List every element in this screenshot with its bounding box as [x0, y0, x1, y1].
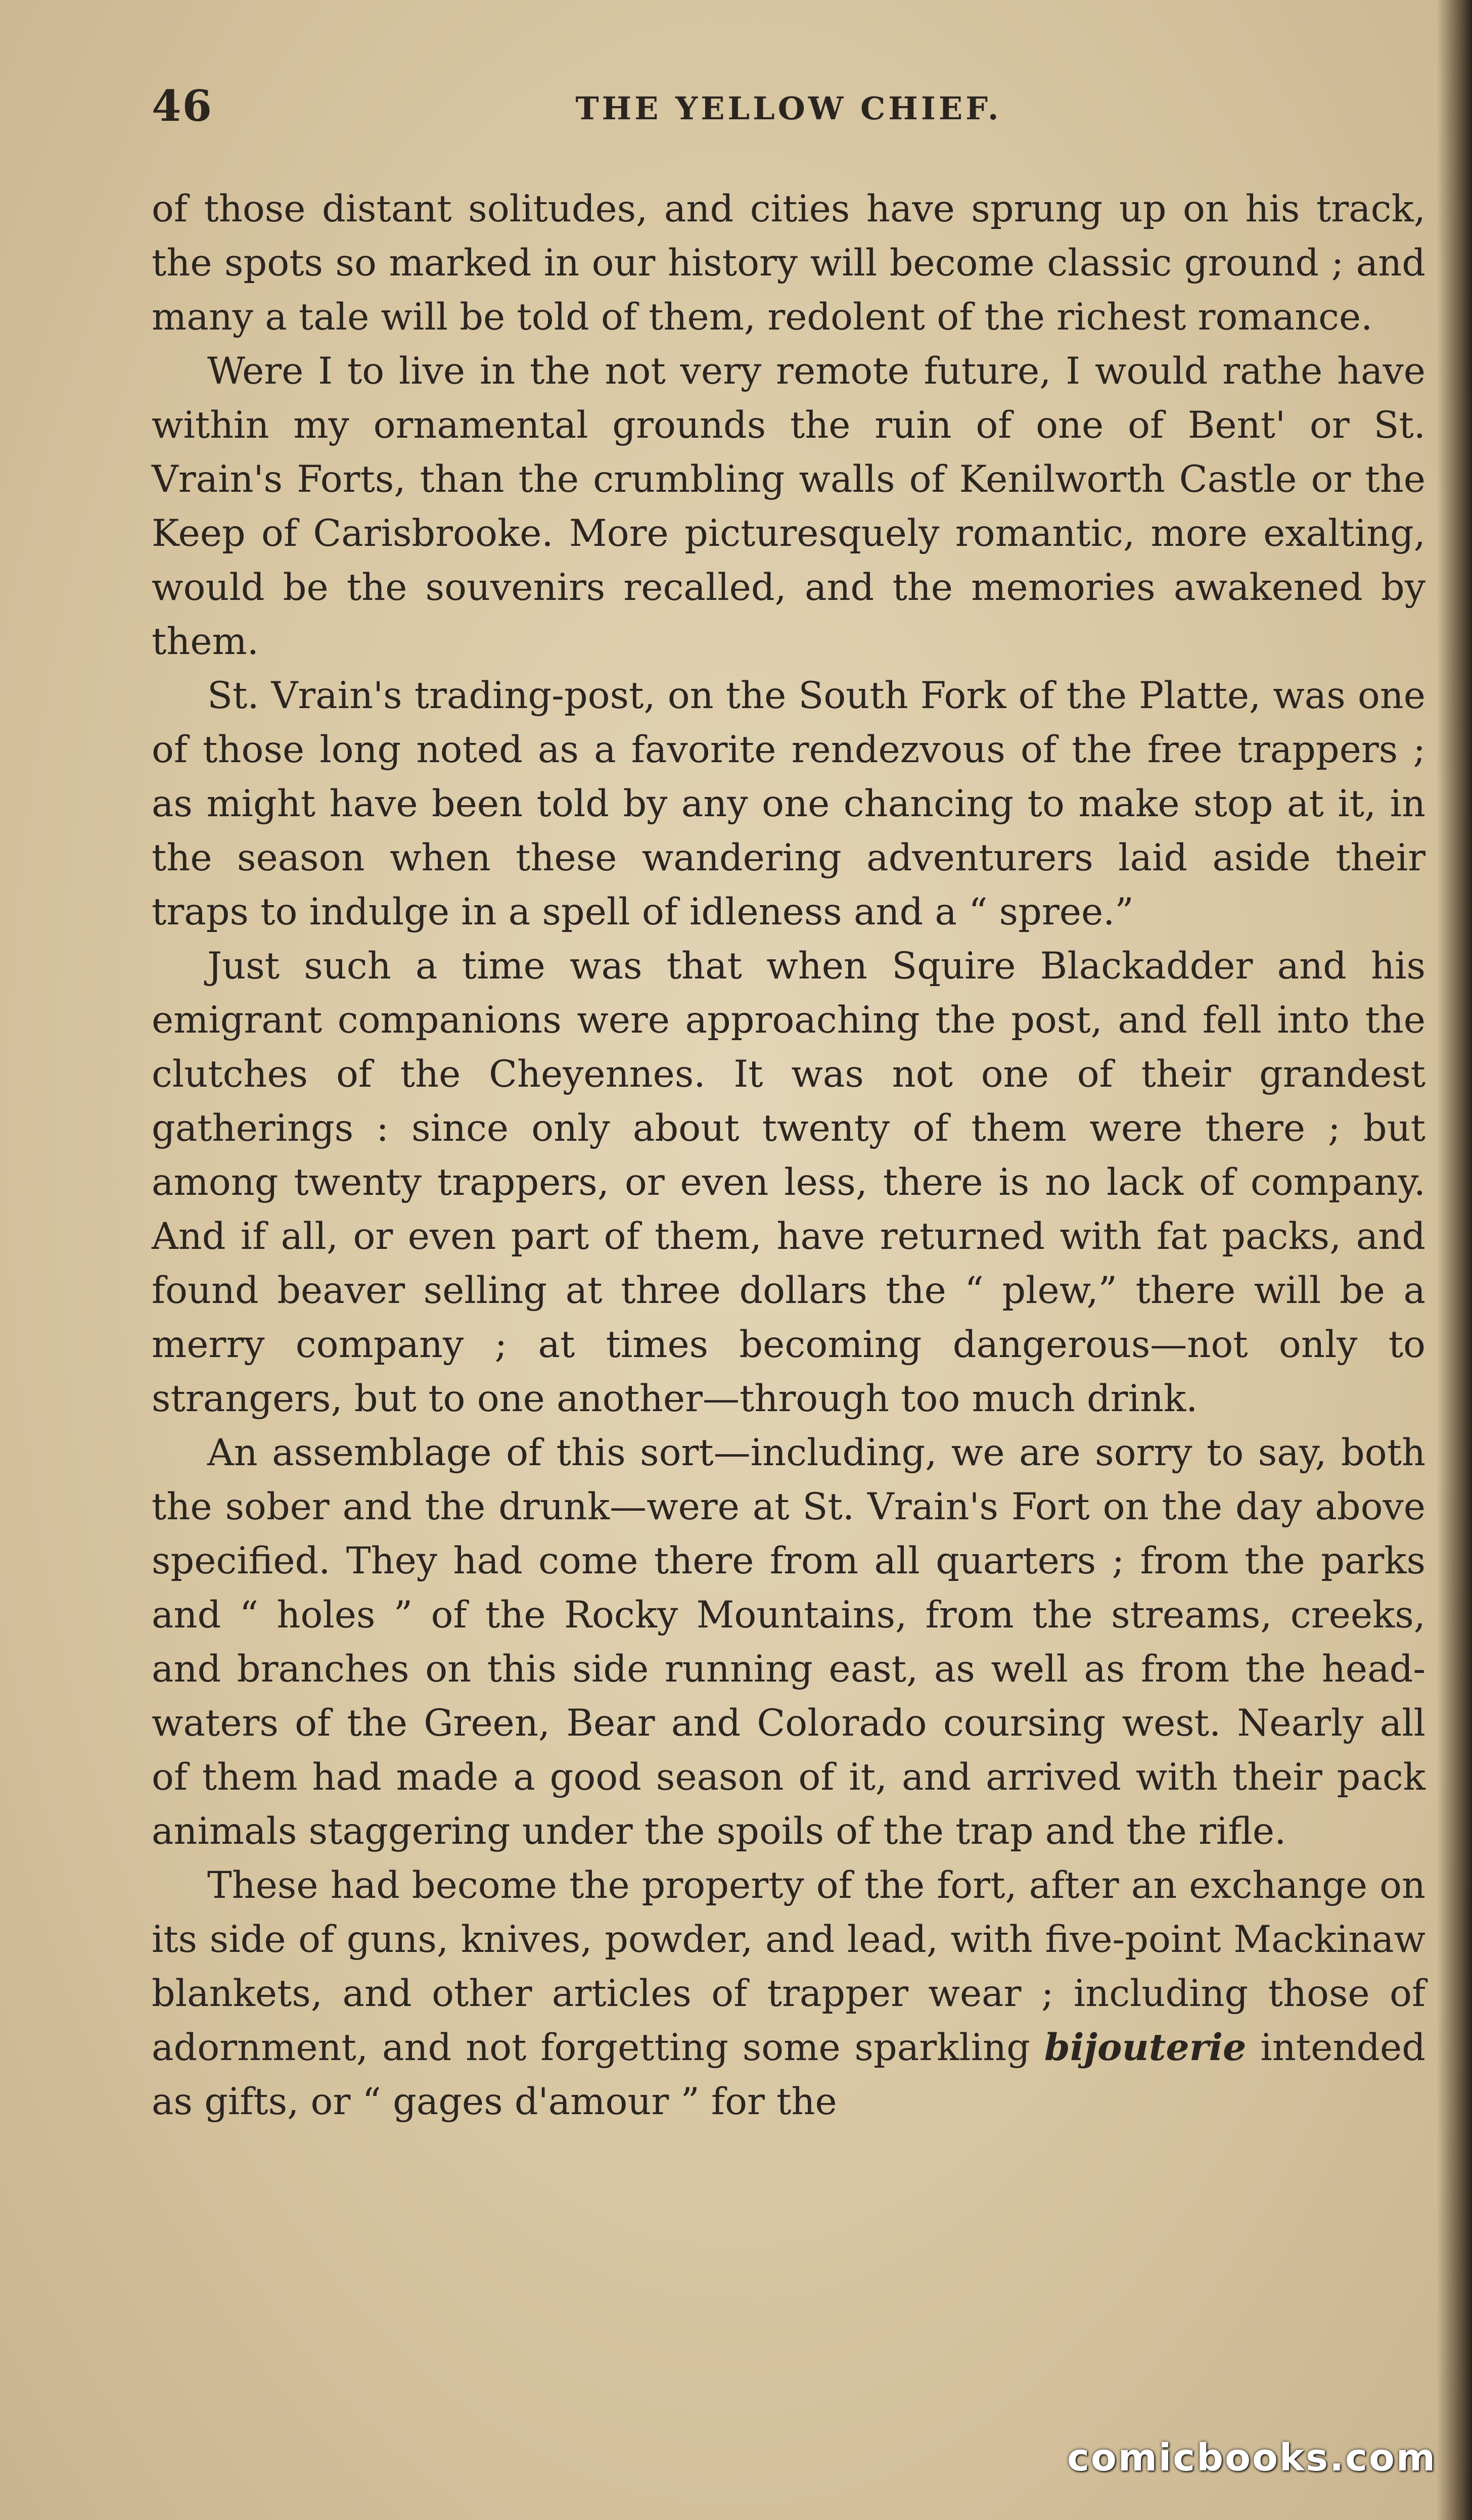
- paragraph-6-italic: bijouterie: [1044, 2026, 1247, 2069]
- paragraph-6-text: These had become the property of the fort, after an exchange on its side of guns, knives, powder, and lead, with five-point Mackinaw blankets, and other articles of trapper wear ; including those of adornment, and not forgetting some sparkling: [152, 1864, 1425, 2069]
- page-number: 46: [152, 81, 213, 131]
- paragraph-1: [152, 182, 1425, 344]
- watermark: comicbooks.com: [1067, 2436, 1437, 2480]
- paragraph-2-text: Were I to live in the not very remote future, I would rathe have within my ornamental grounds the ruin of one of Bent' or St. Vrain's Forts, than the crumbling walls of Kenilworth Castle or the Keep of Carisbrooke. More picturesquely romantic, more exalting, would be the souvenirs recalled, and the memories awakened by them.: [152, 350, 1425, 663]
- paragraph-5: [152, 1426, 1425, 1858]
- paragraph-1-text: of those distant solitudes, and cities have sprung up on his track, the spots so marked in our history will become classic ground ; and many a tale will be told of them, redolent of the richest romance.: [152, 188, 1425, 339]
- paragraph-3-text: St. Vrain's trading-post, on the South Fork of the Platte, was one of those long noted as a favorite rendezvous of the free trappers ; as might have been told by any one chancing to make stop at it, in the season when these wandering adventurers laid aside their traps to indulge in a spell of idleness and a “ spree.”: [152, 674, 1425, 934]
- page-edge-shadow: [1437, 0, 1472, 2520]
- paragraph-6: [152, 1858, 1425, 2129]
- body-text: [152, 182, 1425, 2129]
- running-head: THE YELLOW CHIEF.: [575, 90, 1002, 127]
- paragraph-3: [152, 669, 1425, 939]
- paragraph-6-text-end: intended as gifts, or “ gages d'amour ” for the: [152, 2026, 1425, 2123]
- paragraph-5-text: An assemblage of this sort—including, we are sorry to say, both the sober and the drunk—were at St. Vrain's Fort on the day above specified. They had come there from all quarters ; from the parks and “ holes ” of the Rocky Mountains, from the streams, creeks, and branches on this side running east, as well as from the head-waters of the Green, Bear and Colorado coursing west. Nearly all of them had made a good season of it, and arrived with their pack animals staggering under the spoils of the trap and the rifle.: [152, 1431, 1425, 1853]
- page-header: [152, 81, 1436, 152]
- paragraph-4: [152, 939, 1425, 1426]
- paragraph-2: [152, 344, 1425, 669]
- paragraph-4-text: Just such a time was that when Squire Blackadder and his emigrant companions were approaching the post, and fell into the clutches of the Cheyennes. It was not one of their grandest gatherings : since only about twenty of them were there ; but among twenty trappers, or even less, there is no lack of company. And if all, or even part of them, have returned with fat packs, and found beaver selling at three dollars the “ plew,” there will be a merry company ; at times becoming dangerous—not only to strangers, but to one another—through too much drink.: [152, 945, 1425, 1420]
